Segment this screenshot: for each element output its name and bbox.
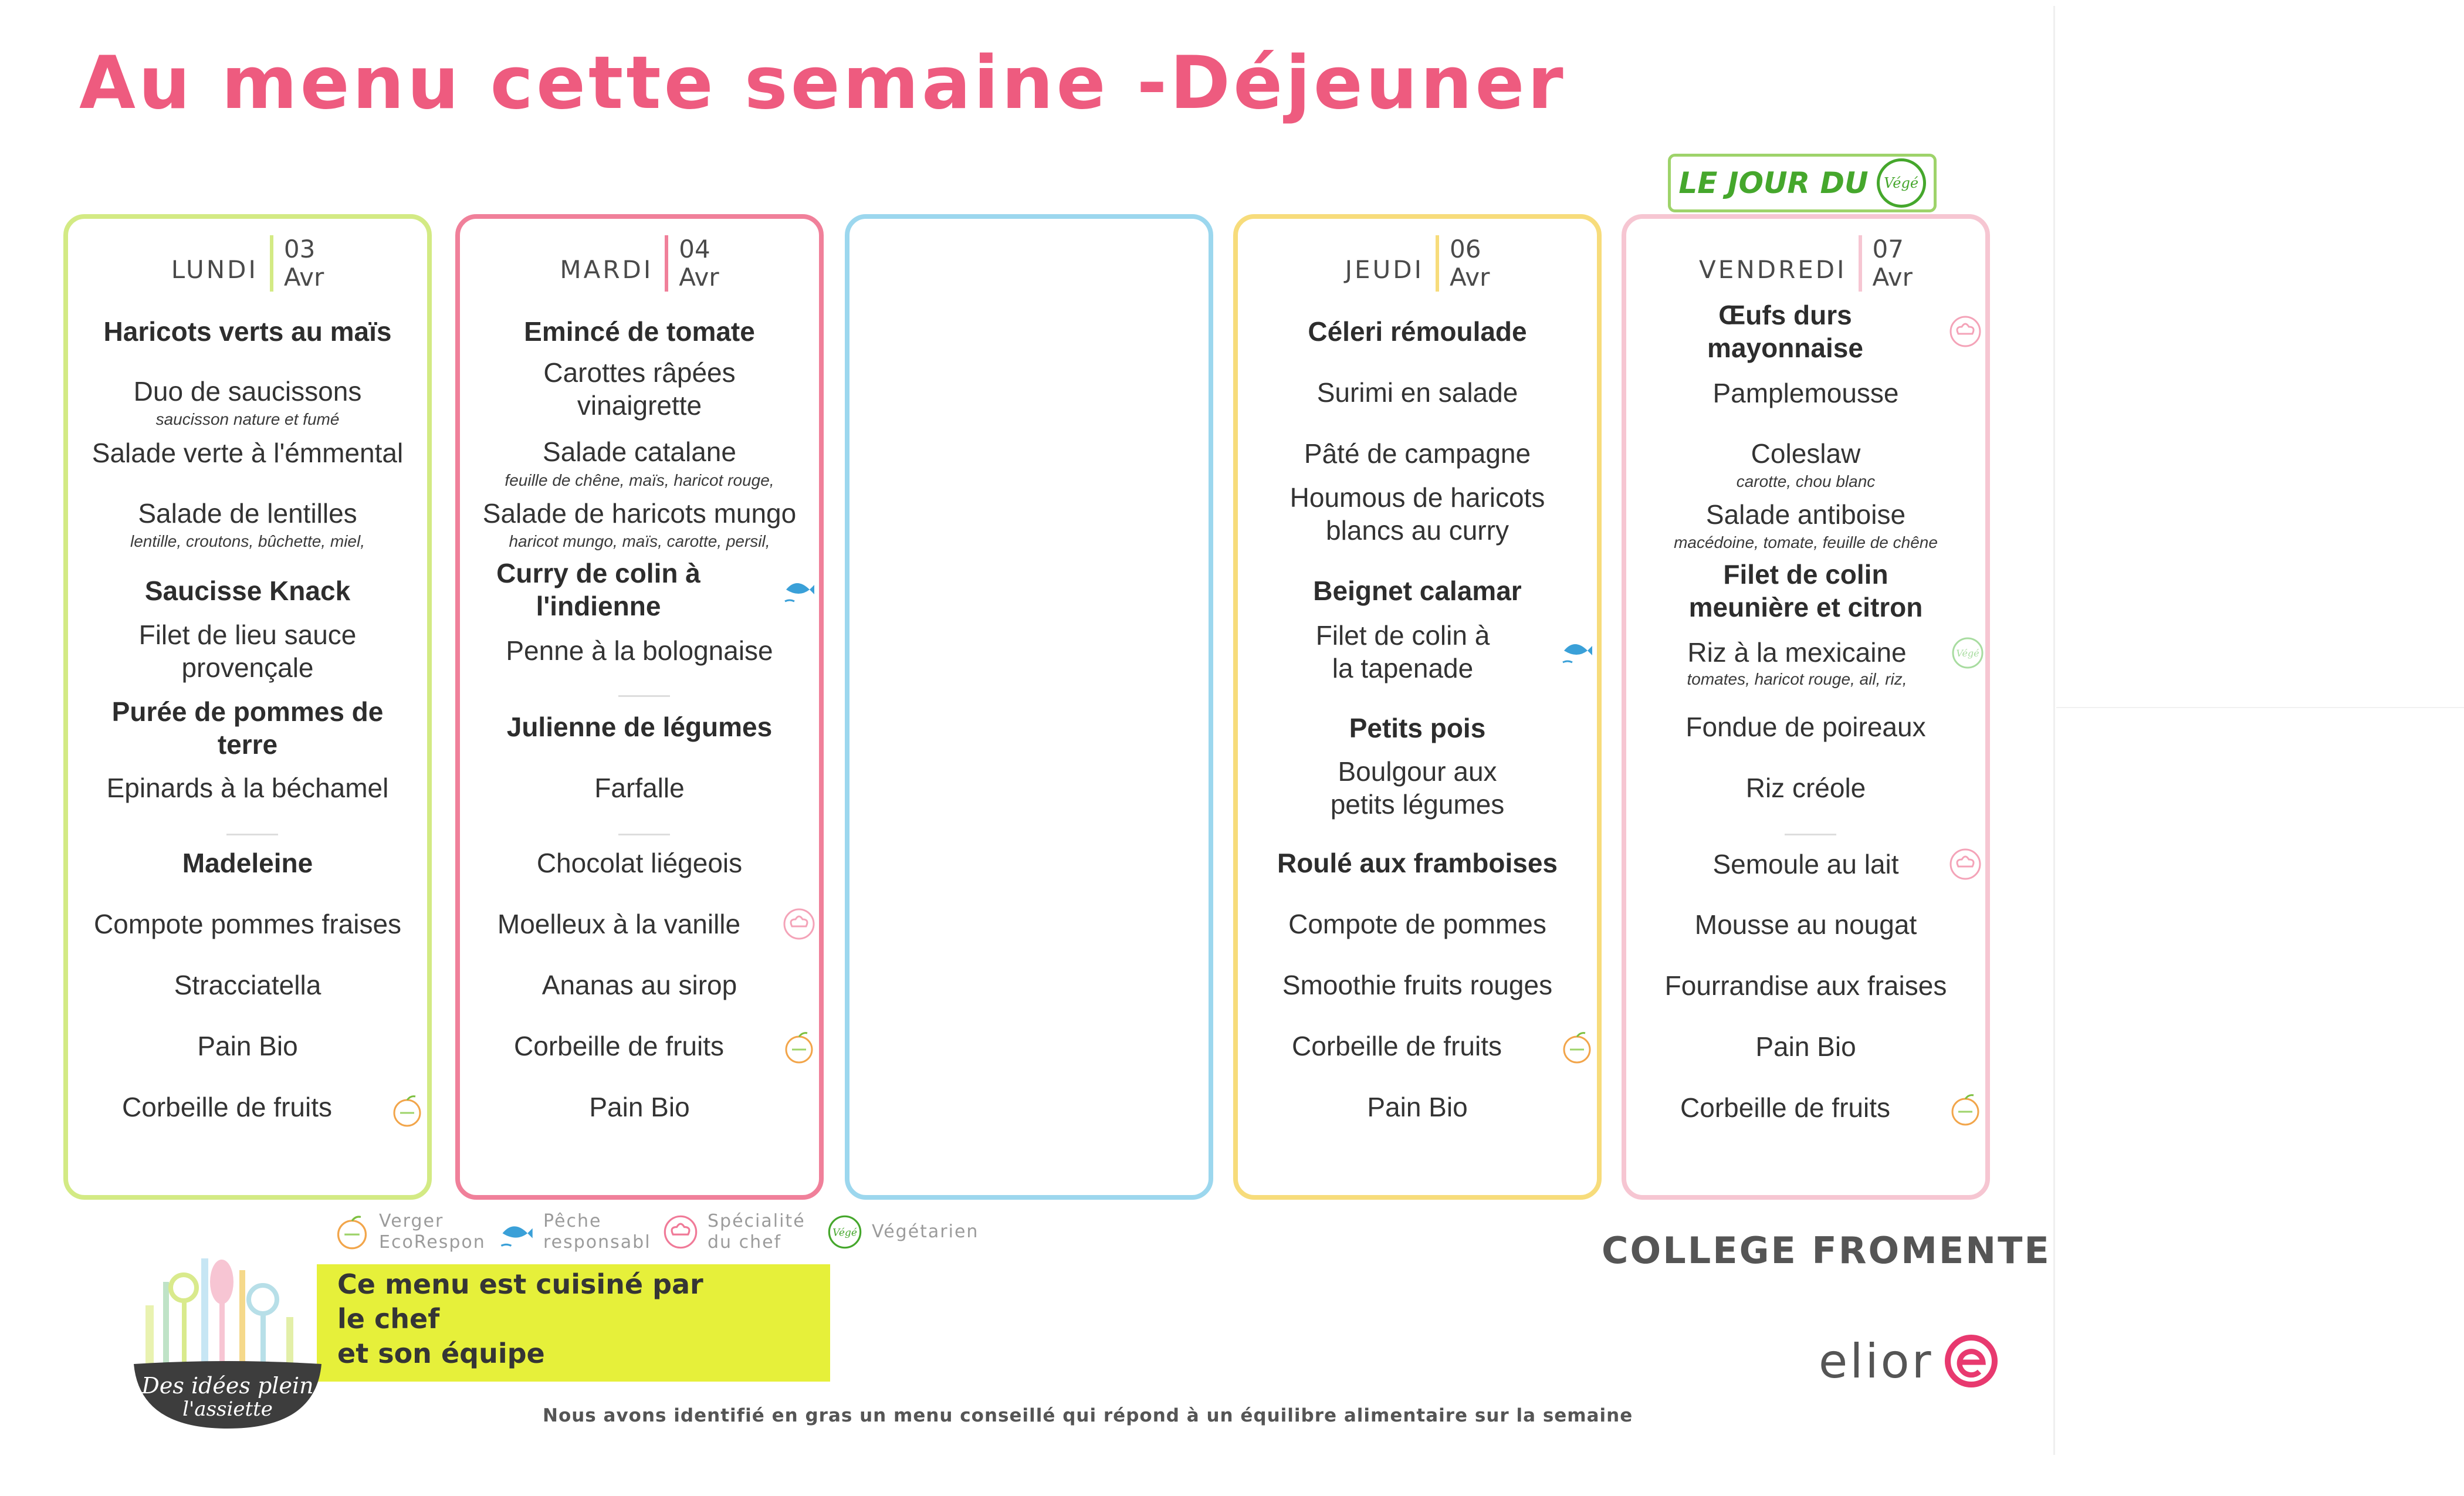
menu-item: Pain Bio	[1367, 1092, 1468, 1122]
menu-item-detail: lentille, croutons, bûchette, miel,	[130, 532, 365, 550]
day-number: 04	[679, 235, 710, 263]
svg-text:Végé: Végé	[1956, 648, 1979, 659]
day-header	[1238, 235, 1597, 294]
vege-icon	[1950, 635, 1985, 671]
day-date	[668, 235, 719, 294]
fish-icon	[781, 571, 817, 606]
menu-item: Salade de lentilles	[138, 498, 357, 529]
day-header	[1626, 235, 1985, 294]
menu-item: Compote de pommes	[1288, 909, 1546, 939]
day-number: 07	[1872, 235, 1904, 263]
day-month: Avr	[679, 263, 719, 292]
menu-item: Emincé de tomate	[524, 316, 755, 347]
day-column-lundi	[63, 214, 432, 1200]
legend-label-line: Pêche	[543, 1211, 602, 1231]
apple-icon	[1948, 1092, 1983, 1127]
day-header	[460, 235, 819, 294]
footnote: Nous avons identifié en gras un menu conseillé qui répond à un équilibre alimentaire sur la semaine	[543, 1405, 1633, 1426]
menu-item: Pain Bio	[1755, 1031, 1856, 1062]
svg-text:l'assiette: l'assiette	[182, 1397, 273, 1421]
vege-day-banner	[1668, 154, 1937, 212]
svg-text:Des idées plein: Des idées plein	[141, 1373, 314, 1399]
separator-line	[1785, 834, 1836, 835]
menu-item: Coleslaw	[1751, 438, 1861, 469]
legend-label-line: Verger	[379, 1211, 444, 1231]
chef-icon	[781, 906, 817, 942]
day-month: Avr	[283, 263, 324, 292]
day-column-mardi	[455, 214, 824, 1200]
legend-label	[543, 1211, 651, 1253]
menu-item: Salade catalane	[543, 436, 736, 467]
menu-item-detail: tomates, haricot rouge, ail, riz,	[1687, 670, 1907, 688]
apple-icon	[333, 1213, 371, 1251]
day-column-empty	[845, 214, 1213, 1200]
menu-item: Pain Bio	[197, 1031, 298, 1061]
elior-logo	[1819, 1326, 2001, 1396]
menu-item: Mousse au nougat	[1694, 909, 1917, 940]
menu-item: Saucisse Knack	[144, 576, 351, 606]
day-column-vendredi	[1622, 214, 1990, 1200]
menu-item: Filet de colin à la tapenade	[1315, 620, 1490, 683]
menu-item-detail: macédoine, tomate, feuille de chêne	[1674, 533, 1938, 551]
svg-text:Végé: Végé	[832, 1227, 857, 1239]
menu-item: Haricots verts au maïs	[103, 316, 392, 347]
menu-item: Purée de pommes de terre	[111, 696, 384, 760]
apple-icon	[1559, 1030, 1595, 1065]
chef-message	[337, 1267, 807, 1371]
legend-label-line: du chef	[708, 1232, 782, 1253]
legend-item-verger	[333, 1209, 486, 1255]
menu-item: Julienne de légumes	[506, 712, 773, 742]
menu-item: Fondue de poireaux	[1685, 712, 1926, 742]
menu-item: Stracciatella	[174, 970, 321, 1000]
chef-message-line: le chef	[337, 1303, 440, 1335]
menu-item: Corbeille de fruits	[1292, 1031, 1502, 1061]
menu-item: Moelleux à la vanille	[497, 909, 741, 939]
separator-line	[618, 834, 670, 835]
day-number: 03	[283, 235, 316, 263]
day-month: Avr	[1450, 263, 1490, 292]
page-title: Au menu cette semaine -Déjeuner	[79, 41, 1566, 126]
menu-item-detail: feuille de chêne, maïs, haricot rouge,	[505, 471, 774, 489]
menu-item: Roulé aux framboises	[1277, 848, 1558, 878]
menu-item: Semoule au lait	[1712, 849, 1899, 879]
kitchen-emblem-logo	[128, 1217, 327, 1429]
chef-message-line: et son équipe	[337, 1338, 545, 1369]
day-number: 06	[1450, 235, 1481, 263]
chef-icon	[1948, 847, 1983, 882]
menu-item: Corbeille de fruits	[122, 1092, 332, 1122]
fish-icon	[497, 1213, 535, 1251]
menu-item: Riz à la mexicaine	[1687, 637, 1907, 668]
day-date	[1862, 235, 1913, 294]
menu-item: Filet de lieu sauce provençale	[138, 620, 357, 683]
menu-item: Salade antiboise	[1705, 499, 1906, 530]
vege-icon	[826, 1213, 864, 1251]
fish-icon	[1559, 632, 1595, 667]
day-date	[1439, 235, 1490, 294]
menu-item-detail: saucisson nature et fumé	[155, 410, 340, 428]
menu-item: Ananas au sirop	[541, 970, 737, 1000]
chef-icon	[1948, 314, 1983, 349]
legend-label-line: Spécialité	[708, 1211, 805, 1231]
legend-item-chef	[662, 1209, 805, 1255]
menu-item: Houmous de haricots blancs au curry	[1289, 482, 1545, 546]
day-name: LUNDI	[171, 255, 258, 284]
page-edge-line	[2053, 6, 2055, 1455]
apple-icon	[781, 1030, 817, 1065]
menu-item: Filet de colin meunière et citron	[1688, 559, 1923, 622]
apple-icon	[390, 1093, 425, 1128]
elior-e-icon	[1942, 1332, 2001, 1390]
separator-line	[226, 834, 278, 835]
brand-name: elior	[1819, 1333, 1934, 1389]
menu-item: Chocolat liégeois	[536, 848, 743, 878]
menu-item-detail: carotte, chou blanc	[1736, 472, 1876, 490]
separator-line	[618, 695, 670, 697]
menu-item: Petits pois	[1349, 713, 1486, 743]
legend-label-line: EcoRespon	[379, 1232, 486, 1253]
menu-item: Curry de colin à l'indienne	[496, 558, 700, 621]
day-name: VENDREDI	[1699, 255, 1847, 284]
menu-item: Salade de haricots mungo	[482, 498, 797, 529]
menu-item: Smoothie fruits rouges	[1282, 970, 1553, 1000]
menu-item: Epinards à la béchamel	[106, 773, 389, 803]
menu-item: Boulgour aux petits légumes	[1330, 756, 1505, 820]
legend-label	[872, 1221, 979, 1243]
day-month: Avr	[1872, 263, 1913, 292]
legend-label-line: Végétarien	[872, 1221, 979, 1242]
menu-item: Pâté de campagne	[1304, 438, 1531, 469]
chef-icon	[662, 1213, 699, 1251]
chef-message-line: Ce menu est cuisiné par	[337, 1268, 703, 1300]
menu-item: Madeleine	[182, 848, 313, 878]
vege-day-label: LE JOUR DU	[1678, 166, 1869, 200]
page-edge-line	[2056, 707, 2464, 708]
legend-label-line: responsabl	[543, 1232, 651, 1253]
menu-item: Penne à la bolognaise	[506, 635, 773, 666]
menu-item: Farfalle	[594, 773, 685, 803]
menu-item: Surimi en salade	[1316, 377, 1518, 408]
day-header	[68, 235, 427, 294]
day-name: JEUDI	[1345, 255, 1424, 284]
menu-item: Pamplemousse	[1712, 378, 1899, 408]
day-column-jeudi	[1233, 214, 1602, 1200]
menu-item: Duo de saucissons	[133, 376, 362, 407]
school-name: COLLEGE FROMENTE	[1602, 1229, 2051, 1272]
legend-label	[708, 1211, 805, 1253]
day-date	[273, 235, 324, 294]
day-name: MARDI	[560, 255, 654, 284]
menu-item: Œufs durs mayonnaise	[1707, 300, 1863, 363]
menu-item: Fourrandise aux fraises	[1664, 970, 1947, 1001]
menu-item: Compote pommes fraises	[93, 909, 402, 939]
menu-item: Carottes râpées vinaigrette	[543, 357, 736, 421]
legend-item-vegetarien	[826, 1209, 979, 1255]
legend-label	[379, 1211, 486, 1253]
menu-item: Pain Bio	[589, 1092, 690, 1122]
menu-item: Riz créole	[1745, 773, 1866, 803]
menu-item: Beignet calamar	[1313, 576, 1522, 606]
legend-item-peche	[497, 1209, 651, 1255]
menu-item: Salade verte à l'émmental	[92, 438, 404, 468]
menu-item: Céleri rémoulade	[1308, 316, 1527, 347]
vege-icon: Végé	[1877, 158, 1926, 208]
menu-item: Corbeille de fruits	[1680, 1092, 1890, 1123]
menu-item: Corbeille de fruits	[514, 1031, 724, 1061]
menu-item-detail: haricot mungo, maïs, carotte, persil,	[509, 532, 770, 550]
